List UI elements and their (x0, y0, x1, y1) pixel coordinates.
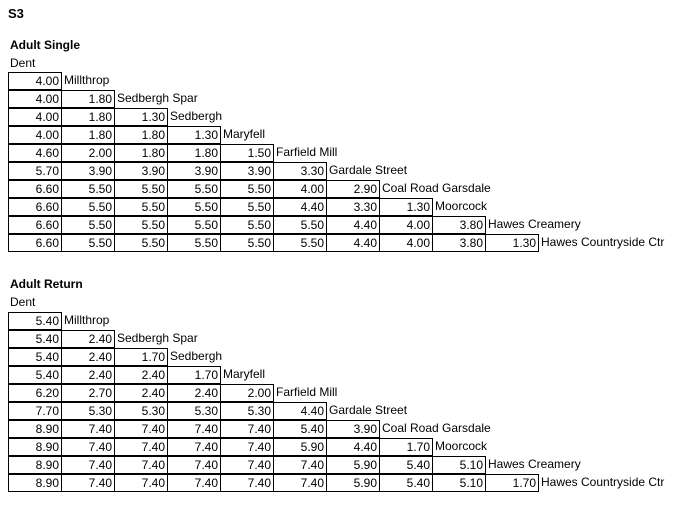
stop-name: Moorcock (435, 199, 488, 213)
fare-cell: 5.50 (220, 216, 274, 234)
fare-cell: 2.40 (167, 384, 221, 402)
fare-cell: 8.90 (8, 438, 62, 456)
fare-cell: 5.50 (114, 216, 168, 234)
fare-cell: 5.50 (167, 216, 221, 234)
fare-cell: 1.50 (220, 144, 274, 162)
fare-cell: 7.40 (114, 420, 168, 438)
fare-cell: 5.50 (220, 234, 274, 252)
stop-name: Gardale Street (329, 163, 408, 177)
stop-name: Coal Road Garsdale (382, 421, 491, 435)
fare-cell: 3.90 (220, 162, 274, 180)
fare-cell: 4.00 (8, 108, 62, 126)
fare-cell: 5.50 (273, 216, 327, 234)
fare-cell: 1.80 (61, 126, 115, 144)
fare-cell: 3.80 (432, 216, 486, 234)
fare-cell: 5.90 (326, 474, 380, 492)
stop-name: Millthrop (64, 313, 110, 327)
stop-name: Sedbergh (170, 109, 223, 123)
fare-cell: 4.40 (326, 438, 380, 456)
fare-cell: 1.70 (114, 348, 168, 366)
fare-cell: 5.30 (167, 402, 221, 420)
fare-cell: 5.90 (273, 438, 327, 456)
fare-cell: 3.90 (61, 162, 115, 180)
fare-cell: 7.40 (273, 474, 327, 492)
fare-cell: 2.40 (114, 366, 168, 384)
fare-cell: 1.80 (114, 126, 168, 144)
fare-cell: 1.80 (114, 144, 168, 162)
origin-stop-label: Dent (10, 295, 36, 309)
fare-cell: 2.90 (326, 180, 380, 198)
fare-section-title: Adult Return (10, 277, 83, 291)
stop-name: Sedbergh (170, 349, 223, 363)
fare-cell: 5.40 (8, 366, 62, 384)
fare-cell: 5.40 (8, 348, 62, 366)
fare-cell: 7.40 (114, 456, 168, 474)
fare-cell: 6.60 (8, 234, 62, 252)
fare-cell: 1.30 (167, 126, 221, 144)
fare-cell: 2.00 (61, 144, 115, 162)
stop-name: Moorcock (435, 439, 488, 453)
fare-cell: 6.60 (8, 216, 62, 234)
fare-cell: 5.50 (220, 180, 274, 198)
fare-cell: 1.70 (167, 366, 221, 384)
fare-cell: 4.00 (8, 126, 62, 144)
fare-cell: 3.80 (432, 234, 486, 252)
fare-cell: 4.00 (273, 180, 327, 198)
fare-cell: 7.40 (273, 456, 327, 474)
fare-cell: 5.50 (273, 234, 327, 252)
fare-cell: 8.90 (8, 456, 62, 474)
fare-cell: 1.80 (61, 108, 115, 126)
fare-cell: 7.40 (167, 420, 221, 438)
fare-cell: 3.90 (114, 162, 168, 180)
fare-cell: 5.50 (61, 234, 115, 252)
fare-cell: 5.30 (220, 402, 274, 420)
stop-name: Maryfell (223, 367, 266, 381)
fare-cell: 7.40 (114, 474, 168, 492)
fare-cell: 7.40 (220, 456, 274, 474)
fare-cell: 1.70 (485, 474, 539, 492)
fare-cell: 1.30 (114, 108, 168, 126)
fare-cell: 2.40 (61, 366, 115, 384)
stop-name: Hawes Countryside Ctr (541, 475, 665, 489)
fare-section-title: Adult Single (10, 38, 80, 52)
fare-cell: 4.00 (8, 90, 62, 108)
fare-cell: 4.40 (326, 216, 380, 234)
fare-cell: 6.20 (8, 384, 62, 402)
fare-cell: 2.40 (61, 330, 115, 348)
fare-cell: 5.90 (326, 456, 380, 474)
fare-cell: 5.50 (167, 198, 221, 216)
fare-cell: 4.40 (273, 198, 327, 216)
fare-cell: 5.40 (379, 474, 433, 492)
fare-cell: 7.40 (220, 474, 274, 492)
fare-cell: 5.50 (114, 234, 168, 252)
fare-cell: 7.40 (167, 456, 221, 474)
fare-cell: 5.40 (273, 420, 327, 438)
fare-cell: 5.40 (8, 330, 62, 348)
stop-name: Coal Road Garsdale (382, 181, 491, 195)
route-label: S3 (8, 6, 24, 21)
fare-cell: 2.70 (61, 384, 115, 402)
stop-name: Hawes Countryside Ctr (541, 235, 665, 249)
fare-cell: 7.70 (8, 402, 62, 420)
fare-cell: 7.40 (61, 474, 115, 492)
stop-name: Farfield Mill (276, 145, 338, 159)
fare-cell: 7.40 (61, 420, 115, 438)
stop-name: Maryfell (223, 127, 266, 141)
fare-cell: 7.40 (220, 420, 274, 438)
fare-cell: 6.60 (8, 198, 62, 216)
fare-cell: 2.40 (114, 384, 168, 402)
fare-cell: 3.30 (326, 198, 380, 216)
fare-cell: 7.40 (61, 438, 115, 456)
fare-cell: 1.80 (61, 90, 115, 108)
fare-cell: 5.50 (114, 180, 168, 198)
fare-cell: 5.70 (8, 162, 62, 180)
fare-cell: 7.40 (220, 438, 274, 456)
fare-cell: 8.90 (8, 474, 62, 492)
fare-cell: 5.50 (167, 234, 221, 252)
fare-cell: 5.50 (220, 198, 274, 216)
fare-cell: 7.40 (167, 438, 221, 456)
fare-cell: 1.80 (167, 144, 221, 162)
fare-cell: 5.40 (8, 312, 62, 330)
fare-cell: 3.90 (326, 420, 380, 438)
stop-name: Sedbergh Spar (117, 331, 198, 345)
fare-cell: 5.10 (432, 456, 486, 474)
fare-cell: 5.50 (61, 216, 115, 234)
origin-stop-label: Dent (10, 56, 36, 70)
fare-cell: 5.50 (61, 180, 115, 198)
fare-cell: 7.40 (114, 438, 168, 456)
fare-cell: 4.00 (8, 72, 62, 90)
fare-cell: 3.30 (273, 162, 327, 180)
fare-cell: 7.40 (167, 474, 221, 492)
fare-cell: 5.30 (114, 402, 168, 420)
fare-cell: 4.40 (273, 402, 327, 420)
fare-cell: 2.00 (220, 384, 274, 402)
fare-cell: 4.00 (379, 216, 433, 234)
fare-cell: 4.40 (326, 234, 380, 252)
stop-name: Gardale Street (329, 403, 408, 417)
fare-cell: 6.60 (8, 180, 62, 198)
fare-cell: 8.90 (8, 420, 62, 438)
fare-cell: 5.50 (114, 198, 168, 216)
fare-cell: 5.50 (61, 198, 115, 216)
fare-cell: 5.50 (167, 180, 221, 198)
fare-cell: 4.60 (8, 144, 62, 162)
stop-name: Hawes Creamery (488, 217, 581, 231)
stop-name: Hawes Creamery (488, 457, 581, 471)
fare-cell: 7.40 (61, 456, 115, 474)
fare-cell: 1.30 (379, 198, 433, 216)
fare-cell: 1.30 (485, 234, 539, 252)
stop-name: Sedbergh Spar (117, 91, 198, 105)
fare-cell: 2.40 (61, 348, 115, 366)
stop-name: Farfield Mill (276, 385, 338, 399)
fare-cell: 5.30 (61, 402, 115, 420)
fare-cell: 3.90 (167, 162, 221, 180)
fare-cell: 1.70 (379, 438, 433, 456)
fare-cell: 5.40 (379, 456, 433, 474)
fare-cell: 5.10 (432, 474, 486, 492)
stop-name: Millthrop (64, 73, 110, 87)
fare-cell: 4.00 (379, 234, 433, 252)
